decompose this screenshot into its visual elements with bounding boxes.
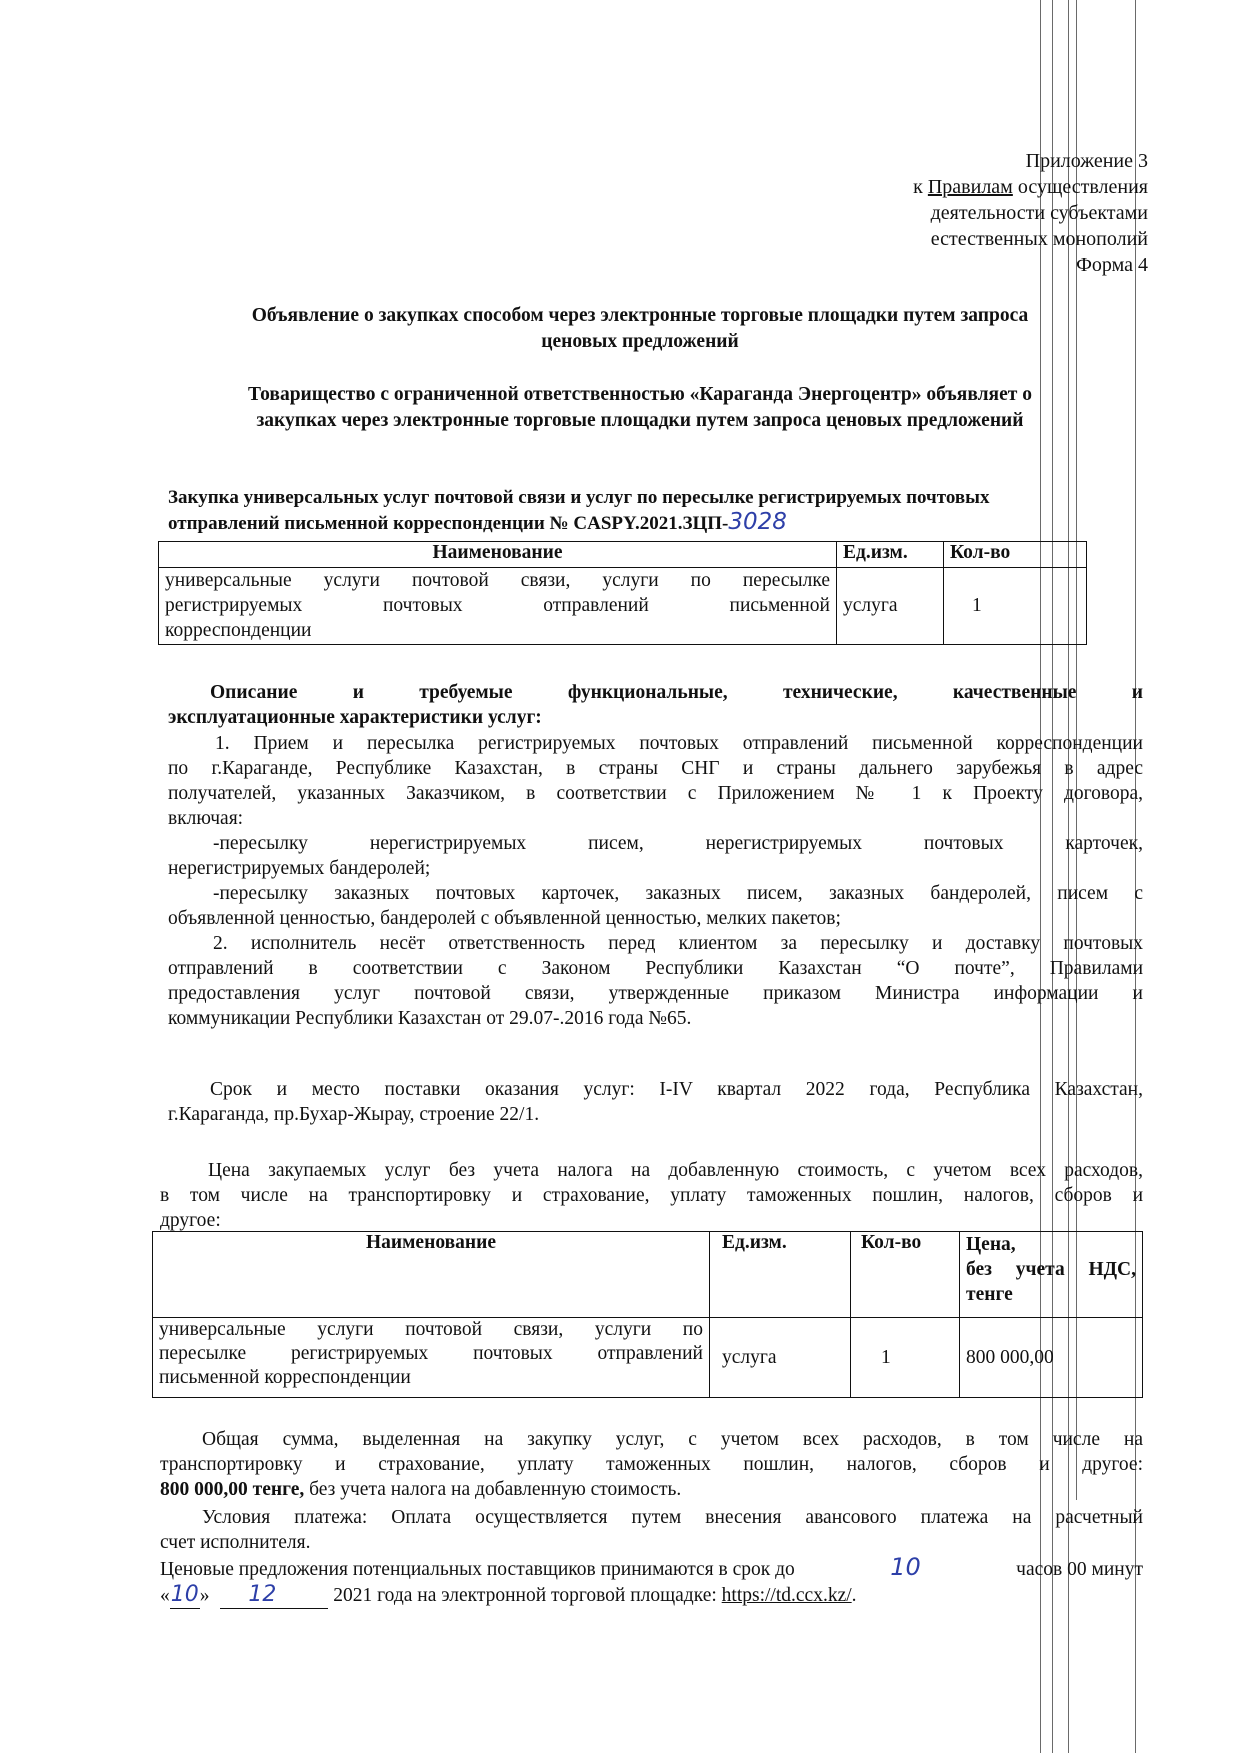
appendix-suffix: осуществления [1012,176,1148,198]
description-line: включая: [168,808,244,829]
heading-line: Описание и требуемые функциональные, технические, качественные и [210,682,1143,703]
trading-platform-link[interactable]: https://td.ccx.kz/ [721,1585,852,1606]
delivery-terms [168,1077,1143,1127]
description-line: 2. исполнитель несёт ответственность перед клиентом за пересылку и доставку почтовых [213,933,1143,954]
organizer-announcement [160,382,1120,434]
description-line: -пересылку нерегистрируемых писем, нерегистрируемых почтовых карточек, [213,833,1143,854]
organizer-line: закупках через электронные торговые площадки путем запроса ценовых предложений [256,410,1024,431]
unit-cell: услуга [837,568,944,645]
header-name: Наименование [153,1232,710,1318]
unit-cell: услуга [710,1318,851,1398]
cell-line: универсальные услуги почтовой связи, услуги по пересылке [165,570,830,591]
description-line: нерегистрируемых бандеролей; [168,858,431,879]
appendix-line: Приложение 3 [1025,150,1148,172]
price-table [152,1231,1143,1398]
cell-line: универсальные услуги почтовой связи, услуги по [159,1319,703,1340]
description-line: объявленной ценностью, бандеролей с объявленной ценностью, мелких пакетов; [168,908,841,929]
subject-line: Закупка универсальных услуг почтовой связи и услуг по пересылке регистрируемых почтовых [168,487,990,508]
cell-line: письменной корреспонденции [159,1367,411,1388]
description-heading [168,680,1143,730]
price-intro [160,1158,1143,1233]
header-name: Наименование [159,542,837,568]
cell-line: корреспонденции [165,620,312,641]
qty-cell: 1 [851,1318,960,1398]
description-body [168,731,1143,1031]
total-value: 800 000,00 тенге, [160,1479,305,1500]
appendix-line: естественных монополий [930,228,1148,250]
appendix-line: деятельности субъектами [930,202,1148,224]
deadline-year-text: 2021 года на электронной торговой площадке: [333,1585,717,1606]
quote-open: « [160,1585,170,1606]
rules-link[interactable]: Правилам [927,176,1013,198]
payment-line: счет исполнителя. [160,1532,311,1553]
service-name-cell [153,1318,710,1398]
description-line: коммуникации Республики Казахстан от 29.07-.2016 года №65. [168,1008,692,1029]
cell-line: пересылке регистрируемых почтовых отправлений [159,1343,703,1364]
table-row [153,1318,1143,1398]
header-unit: Ед.изм. [710,1232,851,1318]
heading-line: эксплуатационные характеристики услуг: [168,707,542,728]
month-field [220,1582,328,1609]
subject-line [168,510,787,536]
price-cell: 800 000,00 [960,1318,1143,1398]
total-note: без учета налога на добавленную стоимость. [304,1479,682,1500]
price-line: Цена закупаемых услуг без учета налога на добавленную стоимость, с учетом всех расходов, [208,1160,1143,1181]
header-unit: Ед.изм. [837,542,944,568]
document-title [160,303,1120,355]
form-number: Форма 4 [1076,254,1148,276]
description-line: отправлений в соответствии с Законом Республики Казахстан “О почте”, Правилами [168,958,1143,979]
description-line: предоставления услуг почтовой связи, утвержденные приказом Министра информации и [168,983,1143,1004]
handwritten-month: 12 [248,1582,277,1607]
handwritten-number: 3028 [728,509,787,535]
description-line: -пересылку заказных почтовых карточек, заказных писем, заказных бандеролей, писем с [213,883,1143,904]
delivery-line: Срок и место поставки оказания услуг: I-IV квартал 2022 года, Республика Казахстан, [210,1079,1143,1100]
total-line [160,1477,1143,1502]
deadline-text: часов 00 минут [1016,1559,1143,1580]
qty-cell: 1 [944,568,1087,645]
total-amount [160,1427,1143,1502]
day-field [170,1582,200,1609]
appendix-header [913,148,1148,278]
price-line: другое: [160,1210,221,1231]
payment-terms [160,1505,1143,1555]
header-qty: Кол-во [851,1232,960,1318]
delivery-line: г.Караганда, пр.Бухар-Жырау, строение 22/1. [168,1104,540,1125]
price-header-line: тенге [966,1284,1013,1305]
description-line: 1. Прием и пересылка регистрируемых почтовых отправлений письменной корреспонденции [215,733,1143,754]
header-price [960,1232,1143,1318]
deadline-date-line [160,1582,857,1609]
deadline-line [160,1555,1143,1582]
appendix-line [913,174,1148,200]
price-line: в том числе на транспортировку и страхование, уплату таможенных пошлин, налогов, сборов и [160,1185,1143,1206]
description-line: по г.Караганде, Республике Казахстан, в страны СНГ и страны дальнего зарубежья в адрес [168,758,1143,779]
appendix-prefix: к [913,176,928,198]
services-table [158,541,1087,645]
title-line: Объявление о закупках способом через электронные торговые площадки путем запроса [251,305,1029,326]
total-line: Общая сумма, выделенная на закупку услуг, с учетом всех расходов, в том числе на [202,1429,1143,1450]
deadline-text: Ценовые предложения потенциальных поставщиков принимаются в срок до [160,1559,795,1580]
price-header-line: Цена, [966,1234,1016,1255]
cell-line: регистрируемых почтовых отправлений письменной [165,595,830,616]
handwritten-hour: 10 [890,1553,921,1581]
organizer-line: Товарищество с ограниченной ответственностью «Караганда Энергоцентр» объявляет о [248,384,1032,405]
handwritten-day: 10 [170,1582,199,1607]
service-name-cell [159,568,837,645]
table-row [159,568,1087,645]
title-line: ценовых предложений [541,331,739,352]
payment-line: Условия платежа: Оплата осуществляется путем внесения авансового платежа на расчетный [202,1507,1143,1528]
period: . [851,1585,857,1606]
price-header-line: без учета НДС, [966,1259,1136,1280]
quote-close: » [199,1585,210,1606]
subject-text: отправлений письменной корреспонденции № CASPY.2021.ЗЦП- [168,513,729,534]
header-qty: Кол-во [944,542,1087,568]
description-line: получателей, указанных Заказчиком, в соответствии с Приложением № 1 к Проекту договора, [168,783,1143,804]
total-line: транспортировку и страхование, уплату таможенных пошлин, налогов, сборов и другое: [160,1454,1143,1475]
